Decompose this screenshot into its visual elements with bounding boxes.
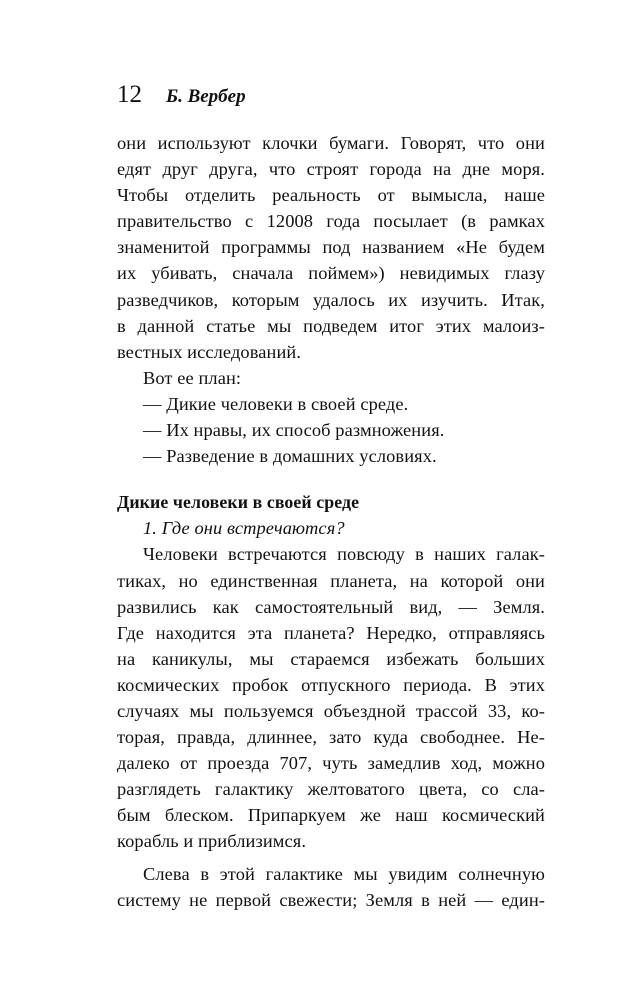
text-line: Чтобы отделить реальность от вымысла, наше [117, 185, 545, 206]
body-text [117, 130, 545, 913]
plan-item: — Разведение в домашних условиях. [143, 446, 437, 467]
text-line: едят друг друга, что строят города на дне моря. [117, 159, 545, 180]
text-line: правительство с 12008 года посылает (в рамках [117, 211, 545, 232]
text-line: в данной статье мы подведем итог этих малоиз- [117, 315, 545, 336]
text-line: вестных исследований. [117, 341, 302, 362]
text-line: знаменитой программы под названием «Не будем [117, 237, 545, 258]
section-heading: Дикие человеки в своей среде [117, 492, 360, 513]
plan-item: — Дикие человеки в своей среде. [143, 393, 409, 414]
section-subheading: 1. Где они встречаются? [143, 518, 345, 539]
page-header [117, 78, 246, 112]
text-line: Человеки встречаются повсюду в наших галак- [143, 544, 545, 565]
paragraph [117, 541, 545, 854]
text-line: разведчиков, которым удалось их изучить. Итак, [117, 289, 545, 310]
text-line: случаях мы пользуемся объездной трассой 33, ко- [117, 700, 545, 721]
text-line: развились как самостоятельный вид, — Земля. [117, 596, 545, 617]
running-head-author: Б. Вербер [166, 86, 246, 107]
plan-item: — Их нравы, их способ размножения. [143, 420, 445, 441]
paragraph [117, 861, 545, 913]
page-number: 12 [117, 81, 142, 108]
paragraph [117, 130, 545, 365]
text-line: на каникулы, мы стараемся избежать больших [117, 648, 545, 669]
text-line: они используют клочки бумаги. Говорят, что они [117, 133, 545, 153]
text-line: корабль и приблизимся. [117, 831, 307, 852]
plan-list [117, 365, 545, 469]
text-line: систему не первой свежести; Земля в ней — един- [117, 889, 545, 910]
plan-intro: Вот ее план: [143, 367, 242, 388]
text-line: бым блеском. Припаркуем же наш космический [117, 805, 545, 826]
text-line: Где находится эта планета? Нередко, отправляясь [117, 622, 545, 643]
section-gap [117, 469, 545, 489]
text-line: разглядеть галактику желтоватого цвета, со сла- [117, 779, 545, 800]
text-line: их убивать, сначала поймем») невидимых глазу [117, 263, 545, 284]
text-line: Слева в этой галактике мы увидим солнечную [143, 863, 545, 884]
text-line: тиках, но единственная планета, на которой они [117, 570, 545, 591]
text-line: торая, правда, длиннее, зато куда свободнее. Не- [117, 727, 545, 748]
text-line: космических пробок отпускного периода. В этих [117, 674, 545, 695]
text-line: далеко от проезда 707, чуть замедлив ход, можно [117, 753, 545, 774]
